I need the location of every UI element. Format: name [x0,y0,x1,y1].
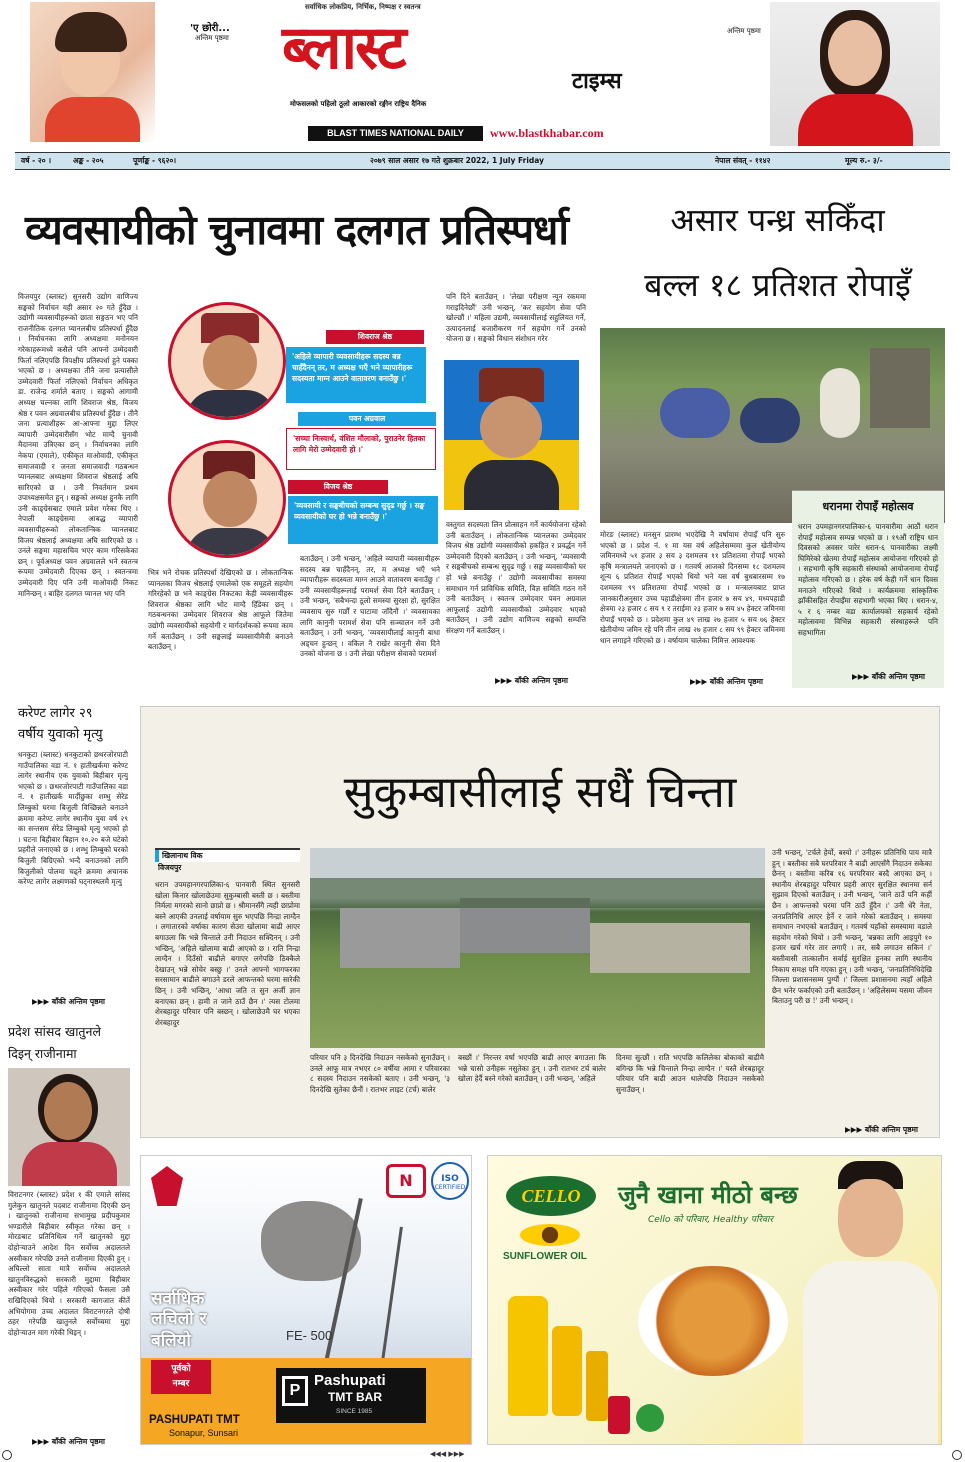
right-teaser-page[interactable]: अन्तिम पृष्ठमा [727,27,761,35]
resign-headline-2[interactable]: दिइन् राजीनामा [8,1046,77,1061]
tmt-slogan-3: बलियो [151,1331,191,1351]
lead-col-2: भित्र भने रोचक प्रतिस्पर्धा देखिएको छ । लोकतान्त्रिक प्यानलका विजय श्रेष्ठलाई एमालेको एक समूहले सहयोग गरिरहेको छ भने काङ्ग्रेस निकटका केही व्यवसायीहरू शिवराज श्रेष्ठका लागि भोट माग्दै हिँडेका छन् । गठबन्धनका उम्मेदवार शिवराज श्रेष्ठ आफूले जितेमा उद्योगी व्यवसायीको सहयोगी र मार्गदर्शकको रूपमा काम गर्ने बताउँछन् । उनी सङ्घलाई व्यवसायीमैत्री बनाउने बताउँछन् । [148,568,293,652]
resign-headline-1[interactable]: प्रदेश सांसद खातुनले [8,1024,101,1039]
food-plate [638,1266,788,1376]
bottle-icon [508,1296,548,1416]
man-image [798,1161,938,1445]
paddy-body: मोरङ (ब्लास्ट) मनसुन प्रारम्भ भएदेखि नै वर्षायाम रोपाइँ पनि सुरु भएको छ । प्रदेश नं. १ मा यस वर्ष अहिलेसम्ममा कुल खेतीयोग्य जमिनमध्ये ५१ हजार ३ सय ३ दशमलव ११ प्रतिशतमा रोपाइँ भएको कृषि मन्त्रालयले जनाएको छ । गतवर्ष आजको दिनसम्म १८ दशमलव शून्य ६ प्रतिशत रोपाइँ भएको थियो भने यस वर्ष बुधबारसम्म १७ दशमलव ९९ प्रतिशतमा रोपाइँ भएको छ । मन्त्रालयबाट प्राप्त जानकारीअनुसार उच्च पहाडीक्षेत्रमा तीन हजार ७ सय ४९, मध्यपहाडी क्षेत्रमा २३ हजार ८ सय ९ र तराईमा २३ हजार ७ सय ४५ हेक्टर जमिनमा रोपाइँ भएको छ । प्रदेशमा कुल ४९ लाख २७ हजार ५ सय ७६ हेक्टर खेतीयोग्य जमिन रहे पनि तीन लाख २७ हजार ८ सय ९९ हेक्टर जमिनमा धान लगाइने गरिएको छ । वर्षायाम चालेका निमित्त आवश्यक [600,530,785,645]
tmt-location: Sonapur, Sunsari [169,1428,239,1438]
tmt-badge [151,1360,211,1394]
lead-col-4b: वस्तुगत सदस्यता लिन प्रोत्साहन गर्ने कार्ययोजना रहेको उनी बताउँछन् । लोकतान्त्रिक प्यानलका उम्मेदवार विजय श्रेष्ठ उद्योगी व्यवसायीको हकहित र प्रवर्द्धन गर्ने उम्मेदवारी दिएको बताउँछन् । उनी भन्छन्, 'व्यवसायी र सङ्घबीचको सम्बन्ध सुदृढ गर्छु । सङ्घ व्यवसायीको घर हो भन्ने बनाउँछु ।' उद्योगी व्यवसायीका समस्या समाधान गर्न प्राविधिक समिति, विज्ञ समिति गठन गर्ने उनी बताउँछन् । स्वतन्त्र उम्मेदवार पवन अग्रवाल आफूलाई उद्योगी व्यवसायीको उम्मेदवार भएको बताउँछन् । उनी उद्योग वाणिज्य सङ्घको सम्पत्ति संरक्षण गर्ने बताउँछन् । [446,520,586,635]
right-teaser-photo [770,2,940,146]
left-teaser-photo [30,2,155,142]
candidate-3-photo [168,440,286,558]
lead-col-4a: पनि दिने बताउँछन् । 'लेखा परीक्षण न्यून रकममा गराइदिनेछौं' उनी भन्छन्, 'कर सहयोग सेवा पनि खोल्छौं ।' महिला उद्यमी, व्यवसायीलाई सहुलियत गर्ने, उत्पादनलाई बजारीकरण गर्न सहयोग गर्ने उनको योजना छ । सङ्घको विधान संशोधन गरेर [446,292,586,344]
tmt-badge-2: नम्बर [172,1379,190,1389]
left-teaser-text[interactable]: 'ए छोरी... [190,23,230,34]
squatter-continued[interactable]: ▶▶▶ बाँकी अन्तिम पृष्ठमा [845,1125,918,1134]
iso-badge [431,1162,469,1200]
cello-subline: Cello को परिवार, Healthy परिवार [648,1215,774,1225]
candidates-graphic [148,300,588,560]
left-teaser-page[interactable]: अन्तिम पृष्ठमा [195,34,229,42]
resign-continued[interactable]: ▶▶▶ बाँकी अन्तिम पृष्ठमा [32,1437,105,1446]
squatter-col-4: दिनमा सुत्छौं । राति भएपछि कलिलेका बोकाको बाढीमै बगिन्छ कि भन्ने चिन्ताले निन्द्रा लाग्दैन ।' यस्तै शेरबहादुर परियार पनि बाढी आउन थालेपछि निदाउन नसकेको सुनाउँछन् । [616,1053,764,1094]
candidate-1-photo [168,302,286,420]
squatter-col-1: धरान उपमहानगरपालिका-६ पानवारी स्थित सुनसरी खोला किनार खोलाछेउमा सुकुम्बासी बस्ती छ । बस्तीमा निर्मला मगरको सानो छाप्रो छ । श्रीमानसँगै त्यही छाप्रोमा बस्ने आएकी उनलाई वर्षायाम सुरु भएपछि निन्द्रा लाग्दैन । लगातारको वर्षाका कारण सेउरा खोलामा बाढी आएर बगाउला कि भन्ने चिन्ताले उनी निदाउन सक्दिनन् । उनी भन्छिन्, 'अहिले खोलामा बाढी आएको छ । राति निन्द्रा लाग्दैन । दिउँसो बाढीले बगाएर लगेपछि ठिक्कैले देखाउन् भन्ने सोचेर बस्छु ।' उनले आफ्नो भागफरका सरसामान बाढीले बगाउने डरले आफन्तको घरमा सारेकी छिन् । उनी भन्छिन्, 'आधा जति त सुन अर्जी ज्ञान बनाएका छन् । हामी त जाने ठाउँ छैन ।' त्यस टोलमा शेरबहादुर परियार पनि बस्छन् । खोलाछेउमै घर भएका शेरबहादुर [155,880,300,1027]
cello-ad[interactable] [487,1155,942,1445]
logo-text: ब्लास्ट [282,13,405,83]
bottle-icon [552,1326,582,1416]
electro-body: धनकुटा (ब्लास्ट) धनकुटाको छथरजोरपाटी गाउँपालिका वडा नं. १ हातीखर्कमा करेण्ट लागेर स्थानीय एक युवाको बिहीबार मृत्यु भएको छ । छथरजोरपाटी गाउँपालिका वडा नं. १ हातीखर्क मार्दीछुका शम्भु सेरेड लिम्बुको घरमा बिजुली विच्छिन्नले बनाउने क्रममा करेण्ट लागेर स्थानीय युवा वर्ष २९ का सन्तसम सेरेड लिम्बुको मृत्यु भएको हो । घटना बिहीबार बिहान १०.२० बजे घटेको प्रहरीले जनाएको छ । शम्भु लिम्बुको घरको बिजुली बिग्रिएको भन्दै बनाउनको लागि बिजुलीको पोलमा चढ्ने क्रममा अचानक करेण्ट लागेर लक्ष्मणको घट्नास्थलमै मृत्यु [18,750,128,887]
sunflower-icon [520,1224,580,1246]
tmt-slogan-2: लचिलो र [151,1309,207,1329]
candidate-3-name: विजय श्रेष्ठ [288,480,388,494]
footer-marks: ◀◀◀ ▶▶▶ [430,1450,465,1458]
continued-arrow-icon: ▶▶▶ [852,672,872,681]
volume: वर्ष - २० । [21,156,52,165]
price: मूल्य रु.- ३/- [845,156,883,165]
lead-col-1: विजयपुर (ब्लास्ट) सुनसरी उद्योग वाणिज्य सङ्घको निर्वाचन यही असार २० गते हुँदैछ । उद्योगी व्यवसायीहरूको छाता सङ्गठन भए पनि राजनीतिक दलगत प्यानलबीच प्रतिस्पर्धा हुँदैछ । निर्वाचनका लागि अध्यक्षमा मनोनयन गरेकाहरूमध्ये कसैले पनि आफ्नो उम्मेदवारी फिर्ता नलिएपछि त्रिपक्षीय प्रतिस्पर्धा हुने पक्का भएको छ । अध्यक्षका तीनै जना प्रत्यासीले उम्मेदवारी फिर्ता नलिएको निर्वाचन अधिकृत डा. राजेन्द्र शर्माले बताए । सङ्घको आगामी अध्यक्ष चल्नका लागि शिवराज श्रेष्ठ, विजय श्रेष्ठ र पवन अग्रवालबीच प्रतिस्पर्धा हुँदैछ । तीनै जना प्रत्याशीहरू आ-आफ्ना मुद्दा लिएर व्यापारी उम्मेदवारीसँग भोट माग्दै चुनावी मैदानमा उत्रिएका छन् । निर्वाचनका लागि नेकपा (एमाले), एकीकृत माओवादी, एकीकृत समाजवादी र जनता समाजवादी गठबन्धन प्यानलबाट अध्यक्षमा शिवराज श्रेष्ठलाई अघि सारिएको छ । उनी निवर्तमान प्रथम उपाध्यक्षसमेत हुन् । सङ्घको अध्यक्ष हुनकै लागि उनी काङ्ग्रेसबाट एमाले प्रवेश गरेका थिए । नेपाली काङ्ग्रेसमा आबद्ध व्यापारी व्यवसायीहरूको लोकतान्त्रिक प्यानलबाट विजय श्रेष्ठलाई अध्यक्षमा अघि सारिएको छ । उनले सङ्घमा महासचिव भएर काम गरिसकेका छन् । पूर्वअध्यक्ष पवन अग्रवालले भने स्वतन्त्र रूपमा उम्मेदवारी दिएका छन् । स्वतन्त्रमा उम्मेदवारी दिए पनि उनी माओवादी निकट मानिन्छन् । बाहिर दलगत प्यानल भए पनि [18,292,138,598]
tmt-company: PASHUPATI TMT [149,1414,240,1426]
cello-product: SUNFLOWER OIL [503,1251,587,1262]
electro-headline-2[interactable]: वर्षीय युवाको मृत्यु [18,727,103,742]
total-issue: पूर्णाङ्क - ९६२०। [133,156,177,165]
tmt-brand-box [276,1368,426,1423]
cello-logo: CELLO [506,1176,596,1216]
tmt-logo-icon [151,1166,183,1206]
sidebar-title[interactable]: धरानमा रोपाइँ महोत्सव [792,490,944,522]
resign-photo [8,1068,130,1186]
website-link[interactable]: www.blastkhabar.com [490,126,604,140]
paddy-sidebar [792,490,944,688]
tagline-bottom: मोफसलको पहिलो ठूलो आकारको रङ्गीन राष्ट्रिय दैनिक [290,100,427,108]
candidate-1-quote: 'अहिले व्यापारी व्यवसायीहरू सदस्य बन्न चाहँदैनन् तर, म अध्यक्ष भएँ भने व्यापारीहरू सदस्यता माग्न आउने वातावरण बनाउँछु ।' [286,347,426,403]
candidate-3-quote: 'व्यवसायी र सङ्घबीचको सम्बन्ध सुदृढ गर्छु । सङ्घ व्यवसायीको घर हो भन्ने बनाउँछु ।' [288,496,438,544]
registration-mark-icon [952,1450,962,1460]
tmt-brand-sub: TMT BAR [328,1390,382,1404]
lead-headline[interactable]: व्यवसायीको चुनावमा दलगत प्रतिस्पर्धा [25,206,569,254]
squatter-headline[interactable]: सुकुम्बासीलाई सधैं चिन्ता [343,767,737,818]
date: २०७९ साल असार १७ गते शुक्रबार 2022, 1 July Friday [370,156,544,165]
nepal-sambat: नेपाल संवत् - ११४२ [715,156,771,165]
electro-headline-1[interactable]: करेण्ट लागेर २९ [18,706,93,721]
masthead-logo[interactable] [272,12,687,92]
iso-label: ISO [441,1174,459,1184]
continued-arrow-icon: ▶▶▶ [32,997,52,1006]
squatter-photo [310,848,765,1048]
tmt-slogan-1: सर्वाधिक [151,1289,205,1309]
paddy-headline-1[interactable]: असार पन्ध्र सकिँदा [670,201,885,239]
continued-arrow-icon: ▶▶▶ [495,676,515,685]
squatter-col-5: उनी भन्छन्, 'टर्चले हेर्यो, बस्यो ।' उनीहरू प्रतिनिधि पाय मात्रै हुन् । बस्तीका सबै घरपरिवार नै बाढी आएसँगै निदाउन सकेका छैनन् । बस्तीमा करिब १६ घरपरिवार बस्दै आएका छन् । स्थानीय शेरबहादुर परियार प्रहरी आएर सुरक्षित स्थानमा सर्न सुझाव दिएको बताउँछन् । उनी भन्छन्, 'जाने ठाउँ पनि कहीं छैन । आफन्तको घरमा पनि ठाउँ हुँदैन ।' उनी धेरै नेता, जनप्रतिनिधि आएर हेर्ने र जाने गरेको बताउँछन् । समस्या समाधान नभएको बताउँछन् । गतवर्ष यहाँको समस्यामा वडाले सहयोग गरेको थियो । उनी भन्छन्, 'बन्नका लागि आइपुगे १० हजार खर्च गरेर तार लगाएँ । तर, सबै लगाउन सकिनं ।' बस्तीवासी तात्कालीन सर्वाई सुरक्षित हुनका लागि स्थानीय निकाय समक्ष पनि गएका हुन् । उनी भन्छन्, 'जनप्रतिनिधिदेखि जिल्ला प्रशासनसम्म पुग्यौं ।' जिल्ला प्रशासनमा त्यहाँ अहिले छैन भनेर फर्काएको उनी बताउँछन् । 'अहिलेसम्म यसमा जीवन बिताउनु परी छ !' उनी भन्छन् । [772,848,932,1006]
tmt-since: SINCE 1985 [336,1408,373,1415]
issue: अङ्क - २०५ [73,156,104,165]
squatter-col-3: बस्छौं ।' निरन्तर वर्षा भएपछि बाढी आएर बगाउला कि भन्ने चासो उनीहरू नसुतेका हुन् । उनी रातभर टर्च बालेर खोला हेर्दै बस्ने गरेको बताउँछन् । उनी भन्छन्, 'अहिले [458,1053,606,1084]
cello-headline: जुनै खाना मीठो बन्छ [618,1181,798,1209]
tmt-ad[interactable] [140,1155,472,1445]
tmt-p-icon: P [282,1376,308,1406]
registration-mark-icon [2,1450,12,1460]
squatter-col-2: परियार पनि ३ दिनदेखि निदाउन नसकेको सुनाउँछन् । उनले आफू मात्र नभएर ८० वर्षीया आमा र परिवारका ८ सदस्य निदाउन नसकेको बताए । उनी भन्छन्, '३ दिनदेखि सुतेका छैनौं । रातभर लाइट (टर्च) बालेर [310,1053,450,1094]
candidate-2-name: पवन अग्रवाल [298,412,436,426]
masthead [0,0,965,150]
byline [155,848,300,874]
electro-continued[interactable]: ▶▶▶ बाँकी अन्तिम पृष्ठमा [32,997,105,1006]
continued-arrow-icon: ▶▶▶ [32,1437,52,1446]
logo-sub: टाइम्स [572,69,622,94]
sidebar-continued[interactable]: ▶▶▶ बाँकी अन्तिम पृष्ठमा [852,672,925,681]
tmt-brand-mark: N [386,1164,426,1198]
continued-arrow-icon: ▶▶▶ [690,677,710,686]
paddy-continued[interactable]: ▶▶▶ बाँकी अन्तिम पृष्ठमा [690,677,763,686]
lead-continued[interactable]: ▶▶▶ बाँकी अन्तिम पृष्ठमा [495,676,568,685]
dateline-bar [15,152,950,170]
sidebar-body: धरान उपमहानगरपालिका-६ पानवारीमा आठौं धरान रोपाइँ महोत्सव सम्पन्न भएको छ । १९औं राष्ट्रिय धान दिवसको अवसर पारेर धरान-६ पानवारीका लक्ष्मी घिमिरेको खेतमा रोपाइँ महोत्सव आयोजना गरिएको हो । सहभागी कृषि सहकारी संस्थाको आयोजनामा रोपाइँ महोत्सव गरिएको छ । हरेक वर्ष केही गर्ने धान दिवस मनाउने गरिएको थियो । कार्यक्रममा सांस्कृतिक झाँकीसहित रोपाइँमा सहभागी भएका थिए । धरान-४, ५ र ६ नम्बर वडा कार्यालयको सहकार्य रहेको महोत्सवमा विभिन्न सहकारी संस्थाहरूले पनि सहभागिता [798,522,938,637]
resign-body: विराटनगर (ब्लास्ट) प्रदेश १ की एमाले सांसद गुलेकुन खातुनले पदबाट राजीनामा दिएकी छन् । खातुनको राजीनामा सभामुख प्रदीपकुमार भण्डारीले बिहीबार स्वीकृत गरेका छन् । मोरङबाट प्रतिनिधित्व गर्ने खातुनको मुद्दा दोहोर्‍याउने आदेश दिन सर्वोच्च अदालतले अस्वीकार गरेपछि उनले राजीनामा दिएकी हुन् । अघिल्लो साता मात्रै सर्वोच्च अदालतले खातुनविरुद्धको सरकारी मुद्दामा बिहीबार अस्वीकार गरेर पहिले गरिएको फैसला उसै राखिदिएको थियो । सरकारी कागजात कीर्ते अभियोगमा उच्च अदालत विराटनगरले दोषी ठहर गरेपछि खातुनले सर्वोच्चमा मुद्दा दोहोर्‍याउन माग गरेकी थिइन् । [8,1190,130,1337]
pouch-icon [586,1351,608,1421]
candidate-2-photo [444,360,579,510]
candidate-1-name: शिवराज श्रेष्ठ [326,330,424,344]
english-name: BLAST TIMES NATIONAL DAILY [308,126,483,141]
continued-arrow-icon: ▶▶▶ [845,1125,865,1134]
iso-certified: CERTIFIED [434,1184,466,1191]
byline-name: खिलानाथ विक [155,850,300,862]
tmt-brand: Pashupati [314,1372,386,1389]
tagline-top: सर्वाधिक लोकप्रिय, निर्भिक, निष्पक्ष र स्वतन्त्र [305,3,421,11]
badge-icon [608,1396,630,1434]
candidate-2-quote: 'सच्चा निःस्वार्थ, वंशित मौलाको, पुराउनेर हितका लागि मेरो उम्मेदवारी हो ।' [286,428,436,470]
tmt-grade: FE- 500 [286,1328,333,1343]
lead-col-3: बताउँछन् । उनी भन्छन्, 'अहिले व्यापारी व्यवसायीहरू सदस्य बन्न चाहँदैनन्, तर, म अध्यक्ष भएँ भने व्यापारीहरू सदस्यता माग्न आउने वातावरण बनाउँछु ।' उनी व्यवसायीहरूलाई परामर्श सेवा दिने बताउँछन् । उनी भन्छन्, 'सबैभन्दा ठूलो समस्या सुरक्षा हो, सुरक्षित व्यवसाय सुरु गर्छौं र घाटामा जाँदैनौं ।' व्यवसायका लागि कानुनी परामर्श सेवा पनि सञ्चालन गर्ने उनी बताउँछन् । उनी भन्छन्, 'व्यवसायीलाई कानुनी बाधा अड्चन हुन्छन् । वकिल नै राखेर कानुनी सेवा दिने उनको योजना छ । उनी लेखा परीक्षण सेवाको परामर्श [300,554,440,659]
paddy-headline-2[interactable]: बल्ल १८ प्रतिशत रोपाइँ [644,266,911,304]
badge-icon [636,1404,664,1432]
byline-place: विजयपुर [158,863,182,872]
tmt-badge-1: पूर्वको [171,1364,191,1374]
